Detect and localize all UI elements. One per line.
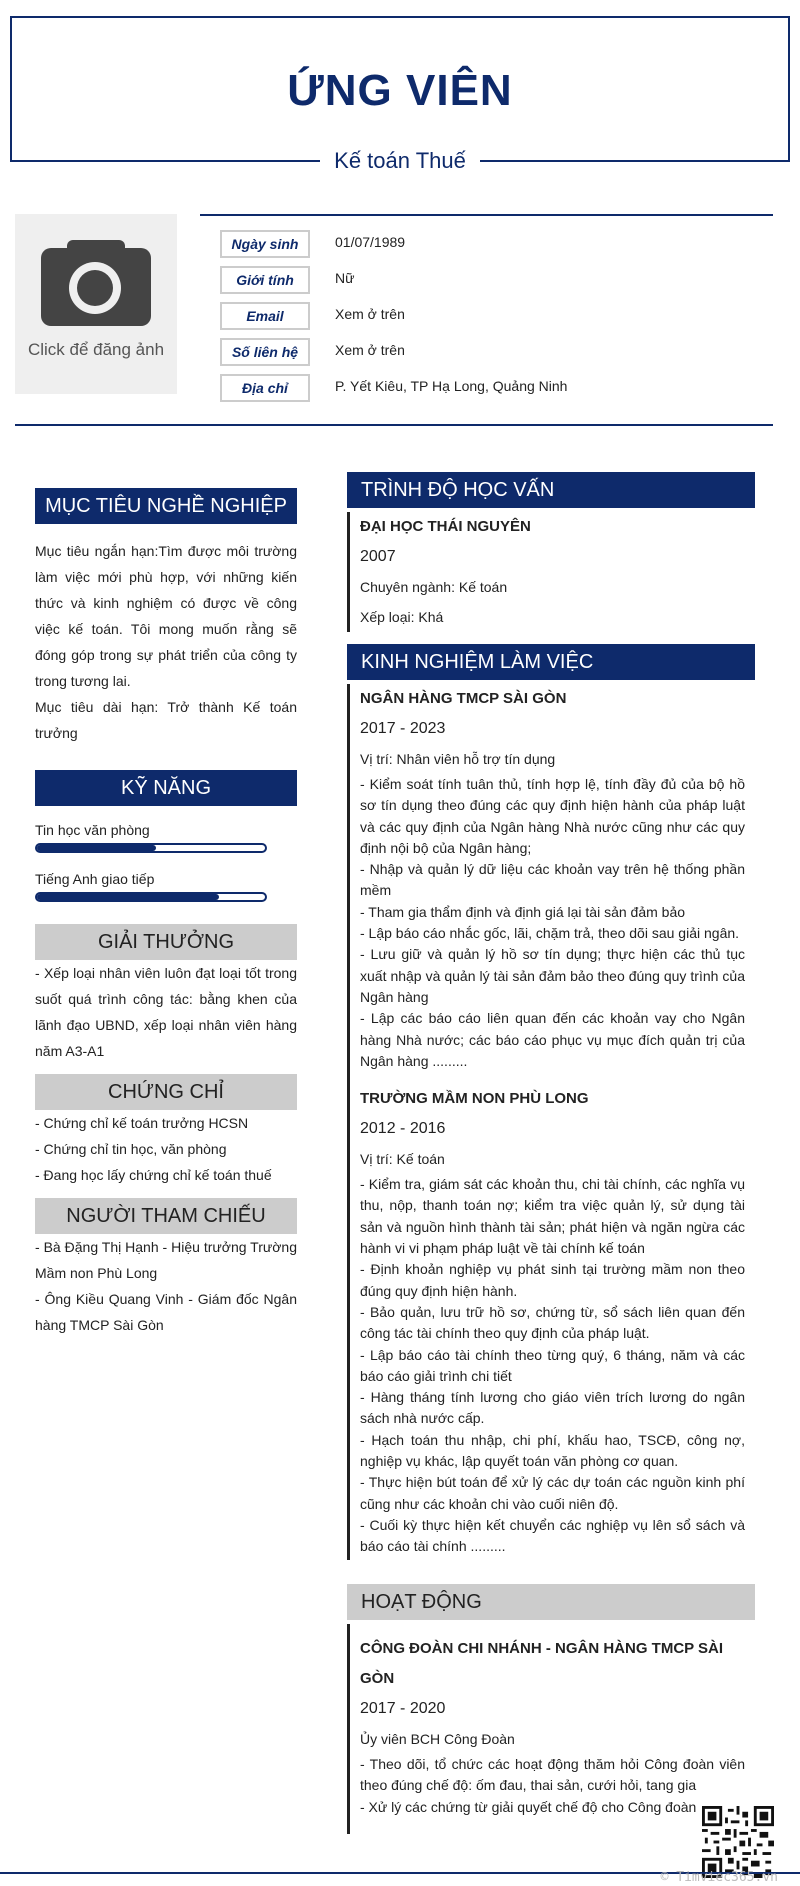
activities-heading: HOẠT ĐỘNG [347,1584,755,1620]
job-spacer [360,1072,745,1084]
references-heading: NGƯỜI THAM CHIẾU [35,1198,297,1234]
objective-heading: MỤC TIÊU NGHỀ NGHIỆP [35,488,297,524]
awards-heading: GIẢI THƯỞNG [35,924,297,960]
education-major[interactable]: Chuyên ngành: Kế toán [360,579,508,595]
job-position[interactable]: Vị trí: Kế toán [360,1151,445,1168]
experience-heading: KINH NGHIỆM LÀM VIỆC [347,644,755,680]
skill-bar [35,843,267,853]
info-value[interactable]: Xem ở trên [335,306,405,322]
candidate-name: ỨNG VIÊN [287,66,513,115]
reference-item[interactable]: - Bà Đặng Thị Hạnh - Hiệu trưởng Trường Mầm non Phù Long [35,1239,297,1281]
photo-upload[interactable] [15,214,177,394]
certificate-item[interactable]: - Đang học lấy chứng chỉ kế toán thuế [35,1167,272,1183]
info-value[interactable]: Nữ [335,270,355,286]
activity-role[interactable]: Ủy viên BCH Công Đoàn [360,1731,515,1747]
skill-fill [37,845,156,851]
references-list [35,1234,297,1338]
certificates-list [35,1110,297,1188]
footer-brand[interactable]: © Timviec365.vn [660,1870,778,1885]
job-position[interactable]: Vị trí: Nhân viên hỗ trợ tín dụng [360,751,556,767]
objective-section [35,538,297,746]
header-divider-left [10,160,322,162]
info-label: Giới tính [220,266,310,294]
info-top-divider [200,214,773,216]
camera-lens-inner [77,270,113,306]
activity-period[interactable]: 2017 - 2020 [360,1700,446,1717]
header-divider-right [478,160,790,162]
awards-text[interactable]: - Xếp loại nhân viên luôn đạt loại tốt trong suốt quá trình công tác: bằng khen của lãnh đạo UBND, xếp loại nhân viên hàng năm A3-A1 [35,965,297,1059]
experience-block [347,684,755,1560]
activity-description[interactable]: - Theo dõi, tổ chức các hoạt động thăm hỏi Công đoàn viên theo đúng chế độ: ốm đau, thai sản, cưới hỏi, tang gia - Xử lý các chứng từ giải quyết chế độ cho Công đoàn [360,1756,745,1815]
qr-code-icon [702,1806,774,1878]
info-value[interactable]: P. Yết Kiêu, TP Hạ Long, Quảng Ninh [335,378,568,394]
skills-heading: KỸ NĂNG [35,770,297,806]
skill-bar [35,892,267,902]
info-value[interactable]: Xem ở trên [335,342,405,358]
certificate-item[interactable]: - Chứng chỉ tin học, văn phòng [35,1141,227,1157]
job-description[interactable]: - Kiểm tra, giám sát các khoản thu, chi tài chính, các nghĩa vụ thu, nộp, thanh toán nợ; kiểm tra việc quản lý, sử dụng tài sản và nguồn hình thành tài sản; phát hiện và ngăn ngừa các hành vi vi phạm pháp luật về tài chính kế toán - Định khoản nghiệp vụ phát sinh tại trường mầm non theo đúng quy định hiện hành. - Bảo quản, lưu trữ hồ sơ, chứng từ, sổ sách liên quan đến công tác tài chính theo quy định của pháp luật. - Lập báo cáo tài chính theo từng quý, 6 tháng, năm và các báo cáo giải trình chi tiết - Hàng tháng tính lương cho giáo viên trích lương do ngân sách nhà nước cấp. - Hạch toán thu nhập, chi phí, khấu hao, TSCĐ, công nợ, nghiệp vụ khác, lập quyết toán văn phòng cơ quan. - Thực hiện bút toán để xử lý các dự toán các nguồn kinh phí cũng như các khoản chi vào cuối niên độ. - Cuối kỳ thực hiện kết chuyển các nghiệp vụ lên sổ sách và báo cáo tài chính ......... [360,1176,745,1555]
education-heading: TRÌNH ĐỘ HỌC VẤN [347,472,755,508]
activities-block [347,1624,755,1834]
info-label: Số liên hệ [220,338,310,366]
info-label: Địa chỉ [220,374,310,402]
skill-fill [37,894,219,900]
job-company[interactable]: TRƯỜNG MẦM NON PHÙ LONG [360,1090,589,1108]
photo-label: Click để đăng ảnh [27,340,165,359]
skill-name: Tin học văn phòng [35,822,150,838]
education-year[interactable]: 2007 [360,548,396,565]
header-box [10,16,790,162]
job-title: Kế toán Thuế [334,148,466,173]
education-block [347,512,755,632]
job-period[interactable]: 2017 - 2023 [360,720,446,737]
job-company[interactable]: NGÂN HÀNG TMCP SÀI GÒN [360,690,567,707]
job-description[interactable]: - Kiểm soát tính tuân thủ, tính hợp lệ, tính đầy đủ của bộ hồ sơ tín dụng theo đúng các quy định hiện hành của pháp luật và các quy định của Ngân hàng Nhà nước cũng như các quy định nội bộ của Ngân hàng; - Nhập và quản lý dữ liệu các khoản vay trên hệ thống phần mềm - Tham gia thẩm định và định giá lại tài sản đảm bảo - Lập báo cáo nhắc gốc, lãi, chặm trả, theo dõi sau giải ngân. - Lưu giữ và quản lý hồ sơ tín dụng; thực hiện các thủ tục xuất nhập và quản lý tài sản đảm bảo theo đúng quy trình của Ngân hàng - Lập các báo cáo liên quan đến các khoản vay cho Ngân hàng Nhà nước; các báo cáo phục vụ mục đích quản trị của Ngân hàng ......... [360,776,745,1069]
reference-item[interactable]: - Ông Kiều Quang Vinh - Giám đốc Ngân hàng TMCP Sài Gòn [35,1291,297,1333]
info-bottom-divider [15,424,773,426]
objective-short[interactable]: Mục tiêu ngắn hạn:Tìm được môi trường làm việc mới phù hợp, với những kiến thức và kinh nghiệm có được về công việc kế toán. Tôi mong muốn rằng sẽ đóng góp trong sự phát triển của công ty trong tương lai. [35,543,297,689]
education-grade[interactable]: Xếp loại: Khá [360,609,444,625]
certificates-heading: CHỨNG CHỈ [35,1074,297,1110]
job-period[interactable]: 2012 - 2016 [360,1120,446,1138]
education-school[interactable]: ĐẠI HỌC THÁI NGUYÊN [360,518,531,535]
skill-name: Tiếng Anh giao tiếp [35,871,155,887]
activity-org[interactable]: CÔNG ĐOÀN CHI NHÁNH - NGÂN HÀNG TMCP SÀI GÒN [360,1640,724,1687]
objective-long[interactable]: Mục tiêu dài hạn: Trở thành Kế toán trưởng [35,699,297,741]
info-value[interactable]: 01/07/1989 [335,234,406,250]
certificate-item[interactable]: - Chứng chỉ kế toán trưởng HCSN [35,1115,249,1131]
info-label: Email [220,302,310,330]
info-label: Ngày sinh [220,230,310,258]
job-title-wrap [320,146,480,176]
